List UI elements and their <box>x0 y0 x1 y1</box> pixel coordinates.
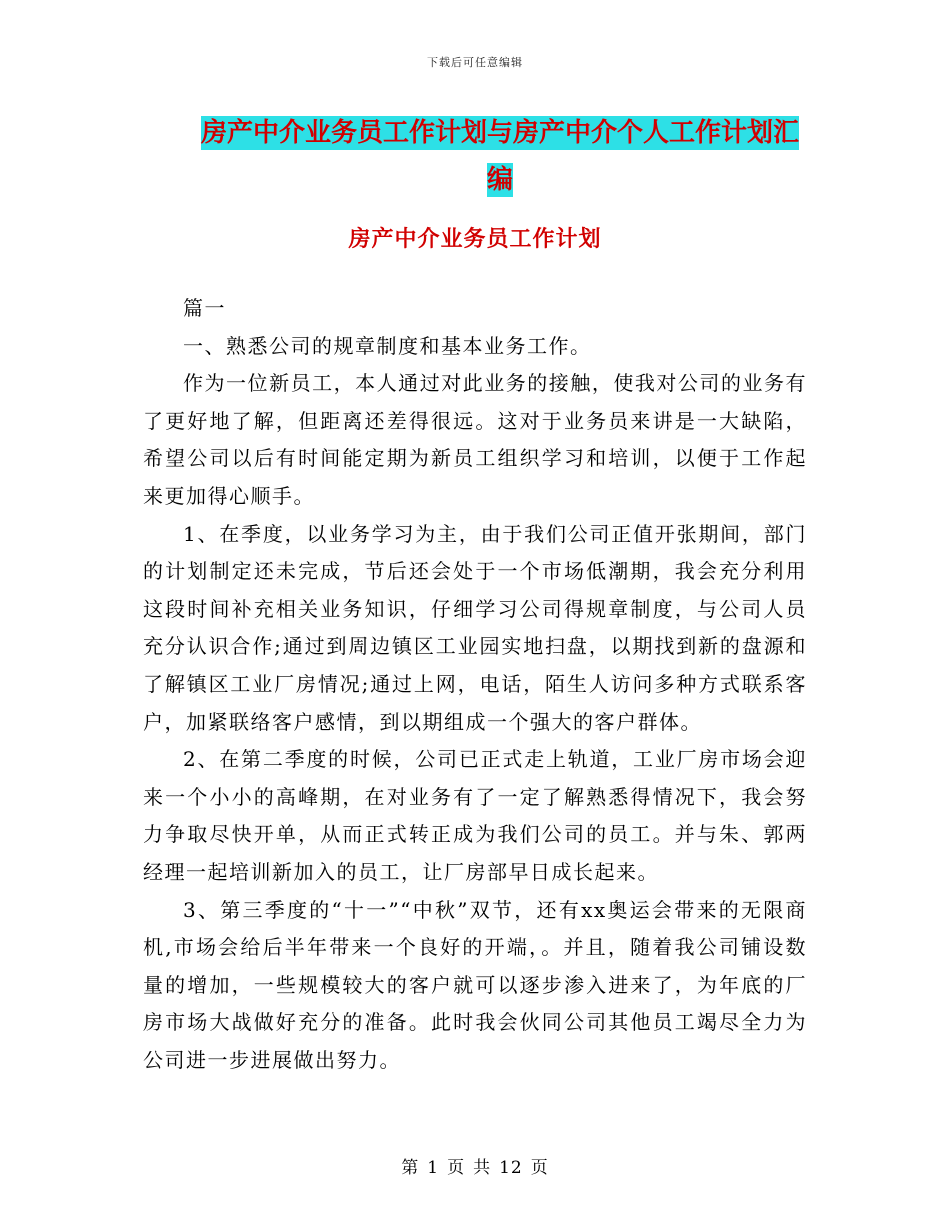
page-footer <box>0 1153 950 1178</box>
paragraph: 1、在季度，以业务学习为主，由于我们公司正值开张期间，部门的计划制定还未完成，节后还会处于一个市场低潮期，我会充分利用这段时间补充相关业务知识，仔细学习公司得规章制度，与公司人员充分认识合作;通过到周边镇区工业园实地扫盘，以期找到新的盘源和了解镇区工业厂房情况;通过上网，电话，陌生人访问多种方式联系客户，加紧联络客户感情，到以期组成一个强大的客户群体。 <box>143 521 807 734</box>
total-page-count: 12 <box>499 1158 523 1178</box>
section-title: 房产中介业务员工作计划 <box>348 227 602 252</box>
document-title-line2: 编 <box>486 165 513 195</box>
paragraph-chapter: 篇一 <box>183 296 226 320</box>
total-suffix: 页 <box>530 1158 549 1178</box>
paragraph: 作为一位新员工，本人通过对此业务的接触，使我对公司的业务有了更好地了解，但距离还差得很远。这对于业务员来讲是一大缺陷，希望公司以后有时间能定期为新员工组织学习和培训，以便于工作起来更加得心顺手。 <box>143 371 807 508</box>
paragraph: 2、在第二季度的时候，公司已正式走上轨道，工业厂房市场会迎来一个小小的高峰期，在对业务有了一定了解熟悉得情况下，我会努力争取尽快开单，从而正式转正成为我们公司的员工。并与朱、郭两经理一起培训新加入的员工，让厂房部早日成长起来。 <box>143 747 807 884</box>
document-title <box>190 110 810 204</box>
paragraph-heading: 一、熟悉公司的规章制度和基本业务工作。 <box>183 333 592 358</box>
page-word: 页 <box>447 1158 466 1178</box>
document-body <box>143 290 807 1079</box>
header-note: 下载后可任意编辑 <box>427 56 523 69</box>
total-prefix: 共 <box>473 1158 492 1178</box>
paragraph: 3、第三季度的“十一”“中秋”双节，还有xx奥运会带来的无限商机,市场会给后半年带来一个良好的开端，。并且，随着我公司铺设数量的增加，一些规模较大的客户就可以逐步渗入进来了，为年底的厂房市场大战做好充分的准备。此时我会伙同公司其他员工竭尽全力为公司进一步进展做出努力。 <box>143 897 807 1072</box>
current-page-number: 1 <box>427 1158 440 1178</box>
document-title-line1: 房产中介业务员工作计划与房产中介个人工作计划汇 <box>200 118 799 148</box>
page-prefix: 第 <box>401 1158 420 1178</box>
